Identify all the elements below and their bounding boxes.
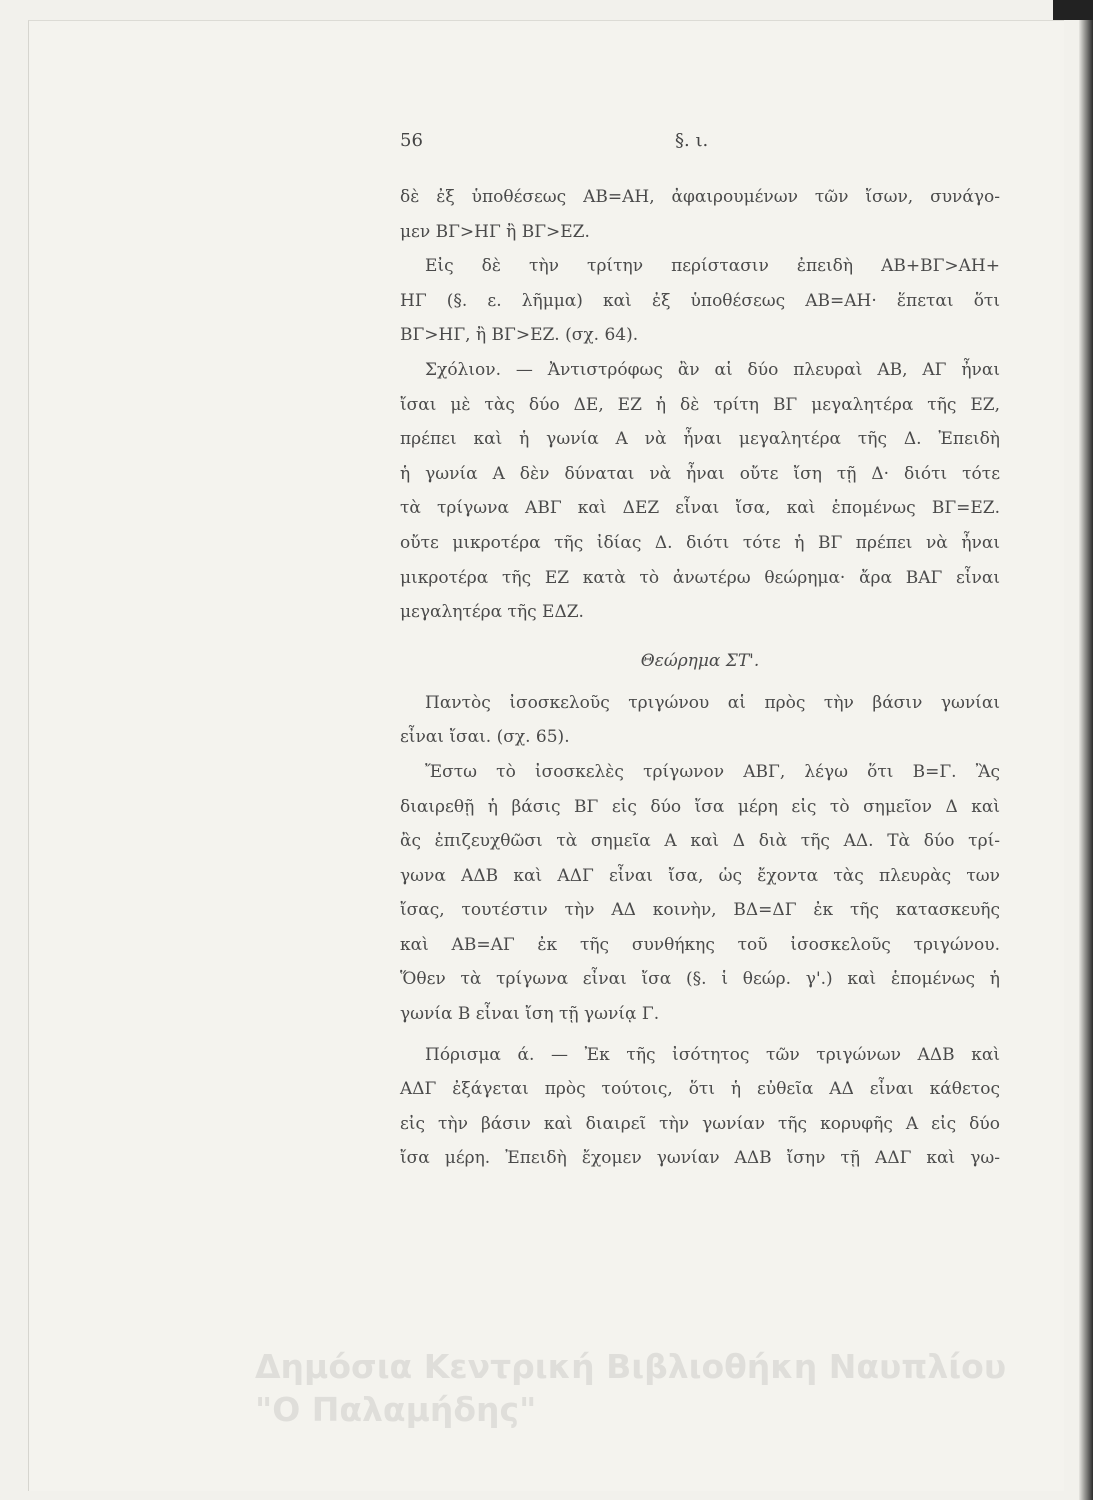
text-line: Σχόλιον. — Ἀντιστρόφως ἂν αἱ δύο πλευραὶ ΑΒ, ΑΓ ἦναι (425, 359, 1000, 380)
text-line: Ἔστω τὸ ἰσοσκελὲς τρίγωνον ΑΒΓ, λέγω ὅτι Β=Γ. Ἂς (425, 761, 1000, 782)
text-line: ἂς ἐπιζευχθῶσι τὰ σημεῖα Α καὶ Δ διὰ τῆς ΑΔ. Τὰ δύο τρί- (400, 831, 1000, 852)
text-line: Παντὸς ἰσοσκελοῦς τριγώνου αἱ πρὸς τὴν βάσιν γωνίαι (425, 692, 1000, 713)
text-line: τὰ τρίγωνα ΑΒΓ καὶ ΔΕΖ εἶναι ἴσα, καὶ ἑπομένως ΒΓ=ΕΖ. (400, 498, 1000, 519)
text-line: ἡ γωνία Α δὲν δύναται νὰ ἦναι οὔτε ἴση τῇ Δ· διότι τότε (400, 463, 1000, 484)
text-line: εἰς τὴν βάσιν καὶ διαιρεῖ τὴν γωνίαν τῆς κορυφῆς Α εἰς δύο (400, 1113, 1000, 1134)
text-line: μικροτέρα τῆς ΕΖ κατὰ τὸ ἀνωτέρω θεώρημα· ἄρα ΒΑΓ εἶναι (400, 567, 1000, 588)
text-line: εἶναι ἴσαι. (σχ. 65). (400, 727, 570, 748)
text-line: ἴσας, τουτέστιν τὴν ΑΔ κοινὴν, ΒΔ=ΔΓ ἐκ τῆς κατασκευῆς (400, 900, 1000, 921)
text-line: Πόρισμα ά. — Ἐκ τῆς ἰσότητος τῶν τριγώνων ΑΔΒ καὶ (425, 1044, 1000, 1065)
text-line: πρέπει καὶ ἡ γωνία Α νὰ ἦναι μεγαλητέρα τῆς Δ. Ἐπειδὴ (400, 429, 1000, 450)
text-line: μεν ΒΓ>ΗΓ ἢ ΒΓ>ΕΖ. (400, 221, 590, 242)
text-line: διαιρεθῇ ἡ βάσις ΒΓ εἰς δύο ἴσα μέρη εἰς τὸ σημεῖον Δ καὶ (400, 796, 1000, 817)
watermark-line: "Ο Παλαμήδης" (255, 1390, 537, 1429)
text-line: μεγαλητέρα τῆς ΕΔΖ. (400, 602, 584, 623)
text-line: ΗΓ (§. ε. λῆμμα) καὶ ἐξ ὑποθέσεως ΑΒ=ΑΗ· ἕπεται ὅτι (400, 290, 1000, 311)
text-line: γωνα ΑΔΒ καὶ ΑΔΓ εἶναι ἴσα, ὡς ἔχοντα τὰς πλευρὰς των (400, 865, 1000, 886)
text-line: ἴσαι μὲ τὰς δύο ΔΕ, ΕΖ ἡ δὲ τρίτη ΒΓ μεγαλητέρα τῆς ΕΖ, (400, 394, 1000, 415)
text-line: καὶ ΑΒ=ΑΓ ἐκ τῆς συνθήκης τοῦ ἰσοσκελοῦς τριγώνου. (400, 934, 1000, 955)
text-line: Εἰς δὲ τὴν τρίτην περίστασιν ἐπειδὴ ΑΒ+ΒΓ>ΑΗ+ (425, 256, 1000, 277)
text-line: Ὅθεν τὰ τρίγωνα εἶναι ἴσα (§. ἱ θεώρ. γ'.) καὶ ἑπομένως ἡ (400, 969, 1000, 990)
scan-edge-shadow (1079, 0, 1093, 1500)
theorem-heading: Θεώρημα ΣΤ'. (640, 650, 760, 671)
watermark-line: Δημόσια Κεντρική Βιβλιοθήκη Ναυπλίου (255, 1347, 1007, 1386)
section-mark: §. ι. (675, 130, 709, 151)
text-line: ΑΔΓ ἐξάγεται πρὸς τούτοις, ὅτι ἡ εὐθεῖα ΑΔ εἶναι κάθετος (400, 1079, 1000, 1100)
text-line: δὲ ἐξ ὑποθέσεως ΑΒ=ΑΗ, ἀφαιρουμένων τῶν ἴσων, συνάγο- (400, 187, 1000, 207)
page-number: 56 (400, 130, 423, 151)
text-line: ΒΓ>ΗΓ, ἢ ΒΓ>ΕΖ. (σχ. 64). (400, 325, 639, 346)
text-line: οὔτε μικροτέρα τῆς ἰδίας Δ. διότι τότε ἡ ΒΓ πρέπει νὰ ἦναι (400, 532, 1000, 553)
text-line: ἴσα μέρη. Ἐπειδὴ ἔχομεν γωνίαν ΑΔΒ ἴσην τῇ ΑΔΓ καὶ γω- (400, 1148, 1000, 1169)
text-line: γωνία Β εἶναι ἴση τῇ γωνίᾳ Γ. (400, 1004, 660, 1025)
scan-corner-shadow (1053, 0, 1093, 20)
library-watermark (255, 1345, 1006, 1431)
body-text (400, 180, 1000, 1176)
